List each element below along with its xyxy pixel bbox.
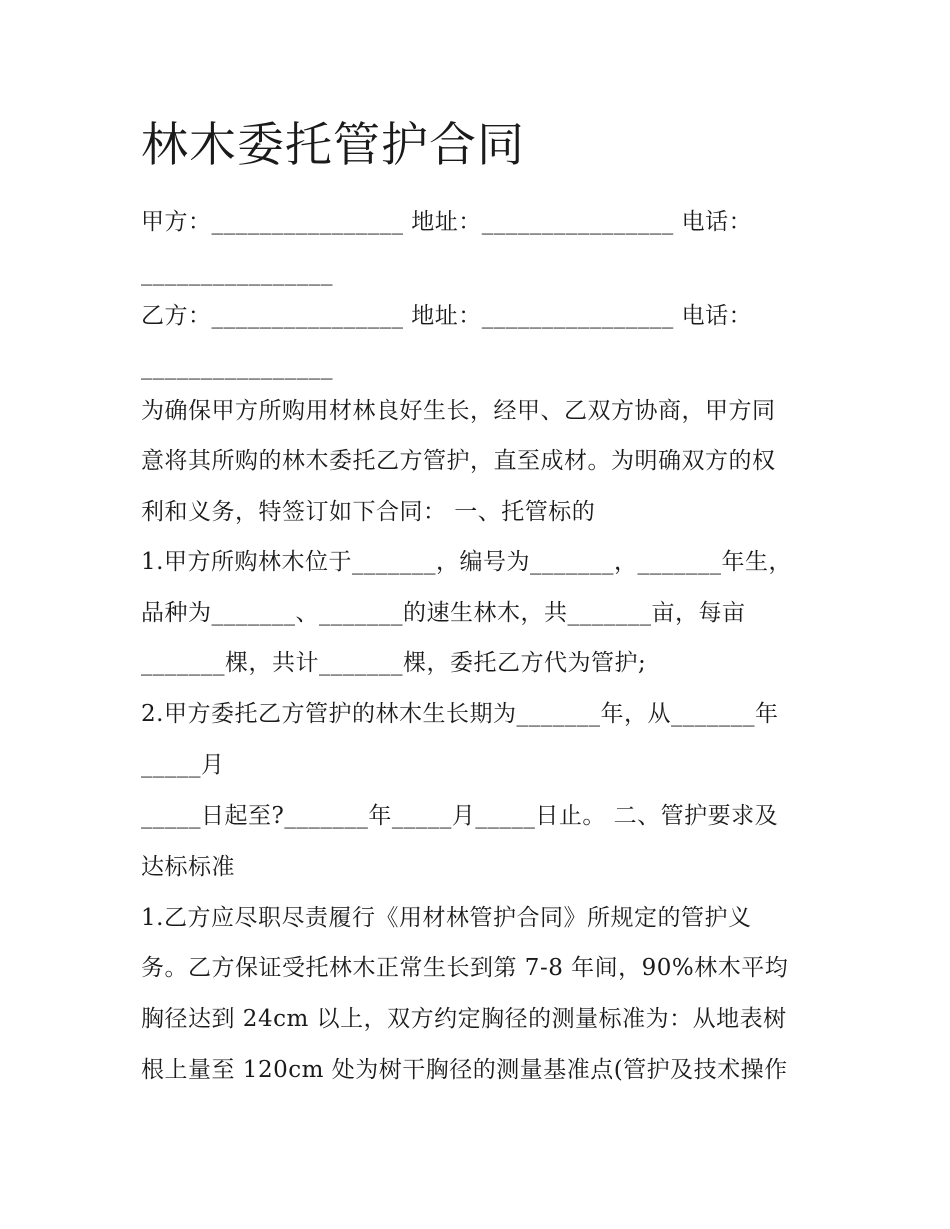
party-b-line: 乙方：________________ 地址：________________ 电话： (141, 303, 753, 329)
paragraph-line: 品种为_______、_______的速生林木，共_______亩，每亩 (141, 600, 746, 626)
party-a-phone-blank: ________________ (141, 260, 333, 286)
paragraph-line: 胸径达到 24cm 以上，双方约定胸径的测量标准为：从地表树 (141, 1006, 787, 1032)
paragraph-line: _____日起至?_______年_____月_____日止。 二、管护要求及 (141, 803, 779, 829)
paragraph-line: 达标标准 (141, 854, 235, 880)
paragraph-line: 为确保甲方所购用材林良好生长，经甲、乙双方协商，甲方同 (141, 398, 776, 424)
paragraph-line: 1.乙方应尽职尽责履行《用材林管护合同》所规定的管护义 (141, 905, 752, 931)
paragraph-line: 意将其所购的林木委托乙方管护，直至成材。为明确双方的权 (141, 448, 776, 474)
paragraph-line: 务。乙方保证受托林木正常生长到第 7-8 年间，90%林木平均 (141, 955, 789, 981)
party-b-phone-blank: ________________ (141, 354, 333, 380)
paragraph-line: 根上量至 120cm 处为树干胸径的测量基准点(管护及技术操作 (141, 1057, 788, 1083)
contract-title: 林木委托管护合同 (141, 118, 525, 173)
paragraph-line: _______棵，共计_______棵，委托乙方代为管护; (141, 650, 647, 676)
paragraph-line: _____月 (141, 752, 225, 778)
party-a-line: 甲方：________________ 地址：________________ 电话： (141, 209, 753, 235)
paragraph-line: 2.甲方委托乙方管护的林木生长期为_______年，从_______年 (141, 701, 779, 727)
paragraph-line: 利和义务，特签订如下合同： 一、托管标的 (141, 499, 596, 525)
paragraph-line: 1.甲方所购林木位于_______，编号为_______，_______年生， (141, 549, 792, 575)
